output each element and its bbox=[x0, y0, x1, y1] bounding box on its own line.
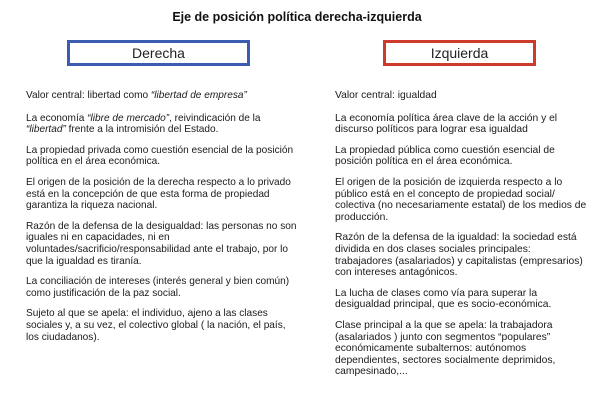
paragraph bbox=[335, 145, 590, 168]
page-title: Eje de posición política derecha-izquierda bbox=[172, 10, 422, 24]
paragraph bbox=[335, 288, 590, 311]
text-run: Valor central: igualdad bbox=[335, 90, 437, 101]
header-derecha: Derecha bbox=[67, 40, 250, 66]
text-run: La propiedad privada como cuestión esencial de la posición política en el área económica. bbox=[26, 144, 294, 168]
paragraph bbox=[335, 90, 590, 102]
paragraph bbox=[26, 113, 301, 136]
text-run: Razón de la defensa de la igualdad: la sociedad está dividida en dos clases sociales principales: trabajadores (asalariados) y capitalistas (empresarios) con intereses antagónicos. bbox=[335, 232, 583, 279]
text-run: La lucha de clases como vía para superar la desigualdad principal, que es socio-económica. bbox=[335, 287, 552, 311]
text-run: Clase principal a la que se apela: la trabajadora (asalariados ) junto con segmentos “populares” económicamente subalternos: autónomos dependientes, sectores socialmente deprimidos, campesinado,... bbox=[335, 319, 556, 378]
paragraph bbox=[335, 320, 590, 378]
paragraph bbox=[335, 232, 590, 278]
text-run: Razón de la defensa de la desigualdad: las personas no son iguales ni en capacidades, ni en voluntades/sacrificio/responsabilidad ante el trabajo, por lo que la igualdad es tiranía. bbox=[26, 220, 297, 267]
paragraph bbox=[26, 221, 301, 267]
text-run: frente a la intromisión del Estado. bbox=[65, 124, 219, 136]
paragraph bbox=[335, 113, 590, 136]
italic-text: “libertad de empresa” bbox=[150, 90, 247, 101]
text-run: La economía bbox=[26, 112, 88, 124]
paragraph bbox=[26, 308, 301, 343]
text-run: La propiedad pública como cuestión esencial de posición política en el área económica. bbox=[335, 144, 555, 168]
paragraph bbox=[26, 90, 301, 102]
paragraph bbox=[26, 145, 301, 168]
italic-text: “libre de mercado” bbox=[87, 112, 170, 124]
text-run: La economía política área clave de la acción y el discurso políticos para lograr esa igualdad bbox=[335, 112, 558, 136]
paragraph bbox=[26, 177, 301, 212]
paragraph bbox=[26, 276, 301, 299]
text-run: Sujeto al que se apela: el individuo, ajeno a las clases sociales y, a su vez, el colectivo global ( la nación, el país, los ciudadanos). bbox=[26, 308, 286, 343]
text-run: El origen de la posición de izquierda respecto a lo público está en el concepto de propiedad social/ colectiva (no necesariamente estatal) de los medios de producción. bbox=[335, 176, 587, 223]
text-run: La conciliación de intereses (interés general y bien común) como justificación de la paz social. bbox=[26, 276, 290, 299]
column-izquierda bbox=[335, 90, 590, 387]
italic-text: “libertad” bbox=[26, 124, 66, 136]
text-run: Valor central: libertad como bbox=[26, 90, 151, 101]
header-izquierda: Izquierda bbox=[383, 40, 536, 66]
column-derecha bbox=[26, 90, 301, 352]
paragraph bbox=[335, 177, 590, 223]
text-run: , reivindicación de la bbox=[169, 112, 261, 124]
text-run: El origen de la posición de la derecha respecto a lo privado está en la concepción de que esta forma de propiedad garantiza la riqueza nacional. bbox=[26, 176, 291, 212]
